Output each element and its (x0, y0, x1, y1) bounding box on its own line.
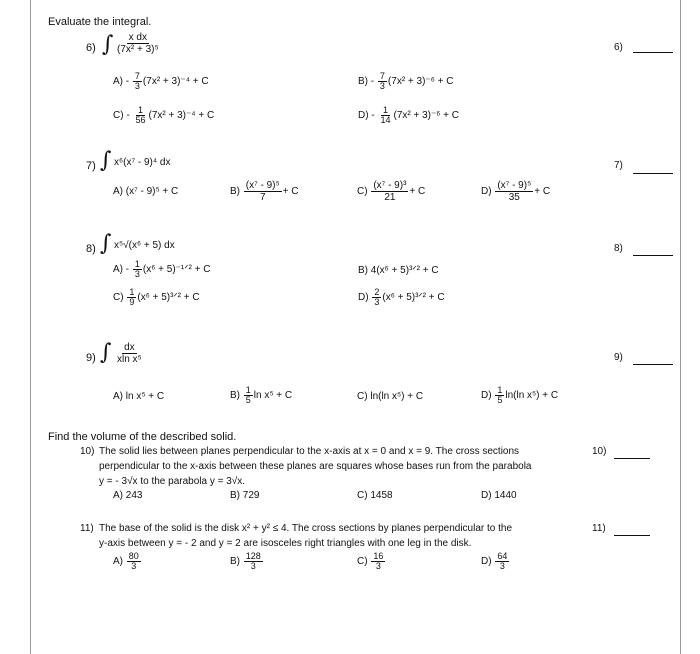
q10-text-line1: The solid lies between planes perpendicular to the x-axis at x = 0 and x = 9. The cross sections (99, 446, 520, 457)
q9-option-b[interactable]: B) $\frac{1}{5}$ ln x⁵ + C (230, 385, 293, 405)
q6-number: 6) (86, 42, 96, 54)
q10-text-line2: perpendicular to the x-axis between these planes are squares whose bases run from the parabola (99, 461, 532, 472)
q7-option-b[interactable]: B) $\frac{\text{(x⁷ - 9)⁵}}{7}$ + C (230, 180, 299, 203)
q11-number: 11) (80, 523, 94, 534)
q9-number: 9) (86, 352, 96, 364)
q8-option-c[interactable]: C) $\frac{1}{9}$ (x⁶ + 5)³ᐟ² + C (113, 287, 200, 307)
q8-option-d[interactable]: D) $\frac{2}{3}$ (x⁶ + 5)³ᐟ² + C (358, 287, 445, 307)
q7-right-number: 7) (614, 160, 623, 171)
q6-option-d[interactable]: D) - $\frac{1}{14}$ (7x² + 3)⁻⁶ + C (358, 105, 460, 125)
q8-option-a[interactable]: A) - $\frac{1}{3}$ (x⁶ + 5)⁻¹ᐟ² + C (113, 259, 211, 279)
q7-integrand: x⁶(x⁷ - 9)⁴ dx (114, 157, 171, 168)
q11-answer-blank[interactable] (614, 535, 650, 536)
q10-text-line3: y = - 3√x to the parabola y = 3√x. (99, 476, 246, 487)
q7-option-c[interactable]: C) $\frac{\text{(x⁷ - 9)³}}{21}$ + C (357, 180, 426, 203)
q10-right-number: 10) (592, 446, 607, 457)
q8-number: 8) (86, 243, 96, 255)
q9-option-d[interactable]: D) $\frac{1}{5}$ ln(ln x⁵) + C (481, 385, 559, 405)
integral-sign: ∫ (100, 231, 112, 256)
q11-right-number: 11) (592, 523, 606, 534)
q8-integrand: x⁵√(x⁶ + 5) dx (114, 240, 175, 251)
q11-option-a[interactable]: A) $\frac{80}{3}$ (113, 551, 139, 571)
integral-sign: ∫ (100, 340, 112, 365)
integral-sign: ∫ (100, 148, 112, 173)
q11-option-d[interactable]: D) $\frac{64}{3}$ (481, 551, 508, 571)
q10-option-c[interactable]: C) 1458 (357, 490, 393, 501)
q6-right-number: 6) (614, 42, 623, 53)
q6-denominator: (7x² + 3)⁵ (117, 44, 159, 55)
q9-option-c[interactable]: C) ln(ln x⁵) + C (357, 391, 424, 402)
q10-option-b[interactable]: B) 729 (230, 490, 260, 501)
q6-option-a[interactable]: A) - $\frac{7}{3}$ (7x² + 3)⁻⁴ + C (113, 71, 209, 91)
q6-answer-blank[interactable] (633, 52, 673, 53)
q9-integrand (114, 342, 145, 365)
q7-option-d[interactable]: D) $\frac{\text{(x⁷ - 9)⁵}}{35}$ + C (481, 180, 551, 203)
q8-answer-blank[interactable] (633, 255, 673, 256)
q9-denominator: xln x⁵ (117, 354, 142, 365)
q6-integrand (114, 32, 162, 55)
q10-number: 10) (80, 446, 95, 457)
q10-option-d[interactable]: D) 1440 (481, 490, 517, 501)
q10-option-a[interactable]: A) 243 (113, 490, 143, 501)
q6-numerator: x dx (128, 32, 147, 43)
integral-sign: ∫ (102, 32, 114, 57)
q7-answer-blank[interactable] (633, 173, 673, 174)
q11-text-line2: y-axis between y = - 2 and y = 2 are isosceles right triangles with one leg in the disk. (99, 538, 472, 549)
q9-right-number: 9) (614, 352, 623, 363)
section-heading: Evaluate the integral. (48, 16, 152, 28)
q10-answer-blank[interactable] (614, 458, 650, 459)
q11-option-c[interactable]: C) $\frac{16}{3}$ (357, 551, 384, 571)
q7-option-a[interactable]: A) (x⁷ - 9)⁵ + C (113, 186, 179, 197)
q11-text-line1: The base of the solid is the disk x² + y² ≤ 4. The cross sections by planes perpendicular to the (99, 523, 513, 534)
q6-option-b[interactable]: B) - $\frac{7}{3}$ (7x² + 3)⁻⁶ + C (358, 71, 454, 91)
q11-option-b[interactable]: B) $\frac{128}{3}$ (230, 551, 261, 571)
q7-number: 7) (86, 160, 96, 172)
q6-option-c[interactable]: C) - $\frac{1}{56}$ (7x² + 3)⁻⁴ + C (113, 105, 215, 125)
q8-right-number: 8) (614, 243, 623, 254)
q9-option-a[interactable]: A) ln x⁵ + C (113, 391, 165, 402)
q8-option-b[interactable]: B) 4(x⁶ + 5)³ᐟ² + C (358, 265, 439, 276)
section-heading: Find the volume of the described solid. (48, 431, 237, 443)
q9-answer-blank[interactable] (633, 364, 673, 365)
q9-numerator: dx (124, 342, 135, 353)
